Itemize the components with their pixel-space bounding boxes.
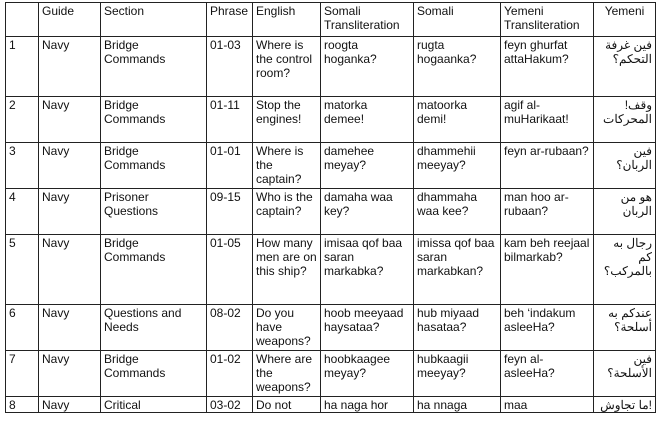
table-row xyxy=(6,305,656,351)
guide-cell: Navy xyxy=(39,37,101,97)
header-row xyxy=(6,3,656,37)
guide-cell: Navy xyxy=(39,351,101,397)
somali-transliteration-cell: hoob meeyaad haysataa? xyxy=(321,305,414,351)
phrase-cell: 01-11 xyxy=(207,97,253,143)
somali-cell: dhammehii meeyay? xyxy=(414,143,501,189)
yemeni-transliteration-cell: feyn ar-rubaan? xyxy=(501,143,594,189)
phrase-cell: 01-05 xyxy=(207,235,253,305)
column-header: Yemeni xyxy=(594,3,656,37)
english-cell: Do not xyxy=(253,397,321,413)
column-header: Yemeni Transliteration xyxy=(501,3,594,37)
somali-transliteration-cell: damehee meyay? xyxy=(321,143,414,189)
guide-cell: Navy xyxy=(39,189,101,235)
somali-transliteration-cell: matorka demee! xyxy=(321,97,414,143)
table-row xyxy=(6,397,656,413)
section-cell: Bridge Commands xyxy=(101,143,207,189)
phrase-cell: 01-03 xyxy=(207,37,253,97)
english-cell: Do you have weapons? xyxy=(253,305,321,351)
somali-transliteration-cell: roogta hoganka? xyxy=(321,37,414,97)
phrase-cell: 09-15 xyxy=(207,189,253,235)
yemeni-cell: وقف! المحركات xyxy=(594,97,656,143)
yemeni-cell: فين الربان؟ xyxy=(594,143,656,189)
guide-cell: Navy xyxy=(39,143,101,189)
column-header: Section xyxy=(101,3,207,37)
yemeni-transliteration-cell: agif al-muHarikaat! xyxy=(501,97,594,143)
row-number: 2 xyxy=(6,97,39,143)
guide-cell: Navy xyxy=(39,397,101,413)
english-cell: Who is the captain? xyxy=(253,189,321,235)
yemeni-transliteration-cell: beh ‘indakum asleeHa? xyxy=(501,305,594,351)
somali-transliteration-cell: ha naga hor xyxy=(321,397,414,413)
yemeni-transliteration-cell: maa xyxy=(501,397,594,413)
phrase-cell: 01-01 xyxy=(207,143,253,189)
phrase-cell: 08-02 xyxy=(207,305,253,351)
table-row xyxy=(6,351,656,397)
yemeni-transliteration-cell: feyn al-asleeHa? xyxy=(501,351,594,397)
table-row xyxy=(6,97,656,143)
row-number: 5 xyxy=(6,235,39,305)
guide-cell: Navy xyxy=(39,305,101,351)
english-cell: Where is the control room? xyxy=(253,37,321,97)
row-number: 4 xyxy=(6,189,39,235)
guide-cell: Navy xyxy=(39,235,101,305)
somali-cell: imissa qof baa saran markabkan? xyxy=(414,235,501,305)
column-header xyxy=(6,3,39,37)
somali-cell: ha nnaga xyxy=(414,397,501,413)
somali-cell: rugta hogaanka? xyxy=(414,37,501,97)
column-header: English xyxy=(253,3,321,37)
section-cell: Questions and Needs xyxy=(101,305,207,351)
english-cell: Stop the engines! xyxy=(253,97,321,143)
section-cell: Bridge Commands xyxy=(101,37,207,97)
phrase-table xyxy=(5,2,656,413)
english-cell: How many men are on this ship? xyxy=(253,235,321,305)
yemeni-cell: فين الأسلحة؟ xyxy=(594,351,656,397)
phrase-cell: 01-02 xyxy=(207,351,253,397)
somali-transliteration-cell: imisaa qof baa saran markabka? xyxy=(321,235,414,305)
table-row xyxy=(6,37,656,97)
english-cell: Where is the captain? xyxy=(253,143,321,189)
somali-cell: matoorka demi! xyxy=(414,97,501,143)
yemeni-cell: !ما تجاوش xyxy=(594,397,656,413)
row-number: 7 xyxy=(6,351,39,397)
row-number: 1 xyxy=(6,37,39,97)
somali-transliteration-cell: damaha waa key? xyxy=(321,189,414,235)
somali-cell: dhammaha waa kee? xyxy=(414,189,501,235)
guide-cell: Navy xyxy=(39,97,101,143)
phrase-cell: 03-02 xyxy=(207,397,253,413)
section-cell: Critical xyxy=(101,397,207,413)
column-header: Somali Transliteration xyxy=(321,3,414,37)
table-row xyxy=(6,235,656,305)
table-row xyxy=(6,189,656,235)
yemeni-cell: هو من الربان xyxy=(594,189,656,235)
yemeni-cell: فين غرفة التحكم؟ xyxy=(594,37,656,97)
column-header: Phrase xyxy=(207,3,253,37)
section-cell: Bridge Commands xyxy=(101,235,207,305)
section-cell: Prisoner Questions xyxy=(101,189,207,235)
column-header: Guide xyxy=(39,3,101,37)
yemeni-cell: عندكم به أسلحة؟ xyxy=(594,305,656,351)
section-cell: Bridge Commands xyxy=(101,351,207,397)
yemeni-cell: رجال به كم بالمركب؟ xyxy=(594,235,656,305)
yemeni-transliteration-cell: man hoo ar-rubaan? xyxy=(501,189,594,235)
yemeni-transliteration-cell: feyn ghurfat attaHakum? xyxy=(501,37,594,97)
column-header: Somali xyxy=(414,3,501,37)
somali-cell: hubkaagii meeyay? xyxy=(414,351,501,397)
table-row xyxy=(6,143,656,189)
row-number: 3 xyxy=(6,143,39,189)
somali-cell: hub miyaad hasataa? xyxy=(414,305,501,351)
somali-transliteration-cell: hoobkaagee meyay? xyxy=(321,351,414,397)
section-cell: Bridge Commands xyxy=(101,97,207,143)
english-cell: Where are the weapons? xyxy=(253,351,321,397)
yemeni-transliteration-cell: kam beh reejaal bilmarkab? xyxy=(501,235,594,305)
row-number: 6 xyxy=(6,305,39,351)
row-number: 8 xyxy=(6,397,39,413)
